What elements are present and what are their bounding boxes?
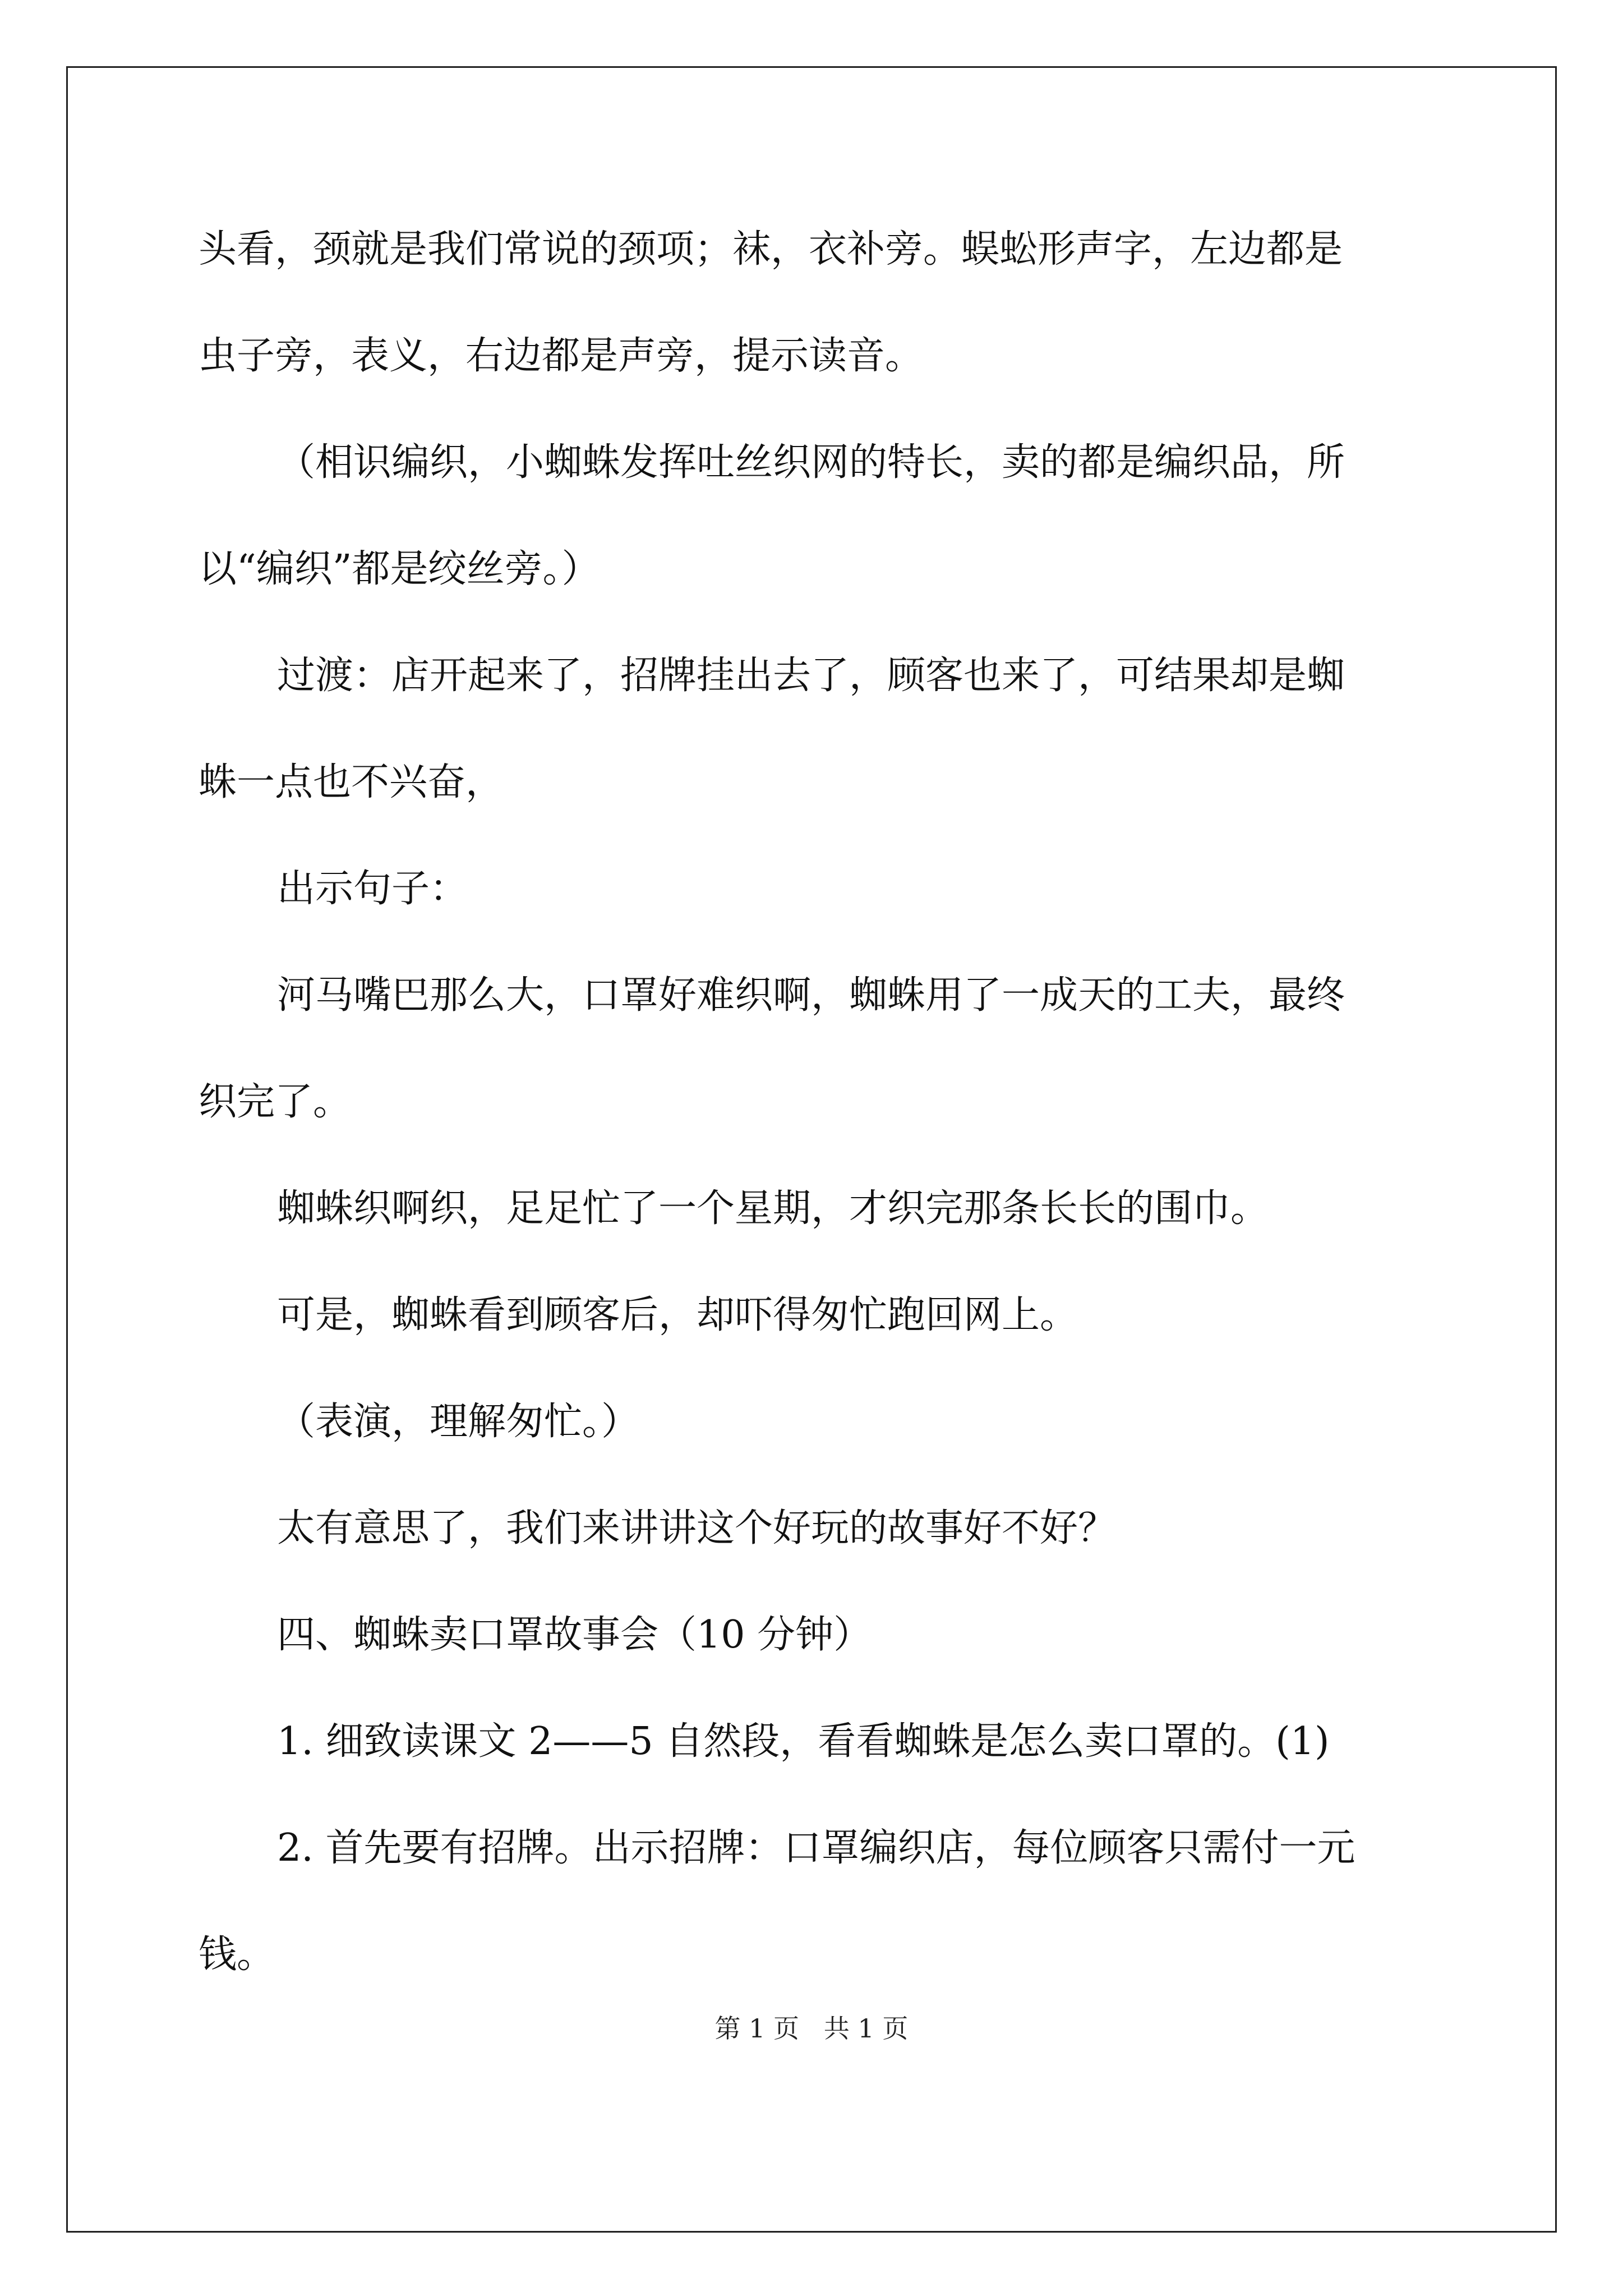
paragraph-line: 可是，蜘蛛看到顾客后，却吓得匆忙跑回网上。	[277, 1293, 1078, 1337]
paragraph-line: （相识编织，小蜘蛛发挥吐丝织网的特长，卖的都是编织品，所	[277, 440, 1345, 485]
paragraph-line: 蛛一点也不兴奋，	[199, 760, 504, 804]
paragraph-line: 蜘蛛织啊织，足足忙了一个星期，才织完那条长长的围巾。	[277, 1186, 1269, 1231]
paragraph-line: 1. 细致读课文 2——5 自然段，看看蜘蛛是怎么卖口罩的。(1)	[277, 1719, 1330, 1764]
paragraph-line: （表演，理解匆忙。）	[277, 1400, 640, 1444]
paragraph-line: 过渡：店开起来了，招牌挂出去了，顾客也来了，可结果却是蜘	[277, 654, 1345, 698]
paragraph-line: 太有意思了，我们来讲讲这个好玩的故事好不好？	[277, 1506, 1117, 1550]
paragraph-line: 2. 首先要有招牌。出示招牌：口罩编织店，每位顾客只需付一元	[277, 1826, 1355, 1870]
document-body	[199, 196, 1432, 2008]
paragraph-line: 钱。	[199, 1932, 275, 1977]
paragraph-line: 河马嘴巴那么大，口罩好难织啊，蜘蛛用了一成天的工夫，最终	[277, 973, 1345, 1018]
paragraph-line: 织完了。	[199, 1080, 352, 1124]
paragraph-line: 以“编织”都是绞丝旁。）	[199, 547, 600, 591]
paragraph-line: 头看，颈就是我们常说的颈项；袜，衣补旁。蜈蚣形声字，左边都是	[199, 227, 1343, 272]
paragraph-line: 出示句子：	[277, 867, 468, 911]
page-footer: 第 1 页 共 1 页	[714, 2013, 909, 2044]
paragraph-line: 虫子旁，表义，右边都是声旁，提示读音。	[199, 334, 924, 378]
paragraph-line: 四、蜘蛛卖口罩故事会（10 分钟）	[277, 1613, 872, 1657]
